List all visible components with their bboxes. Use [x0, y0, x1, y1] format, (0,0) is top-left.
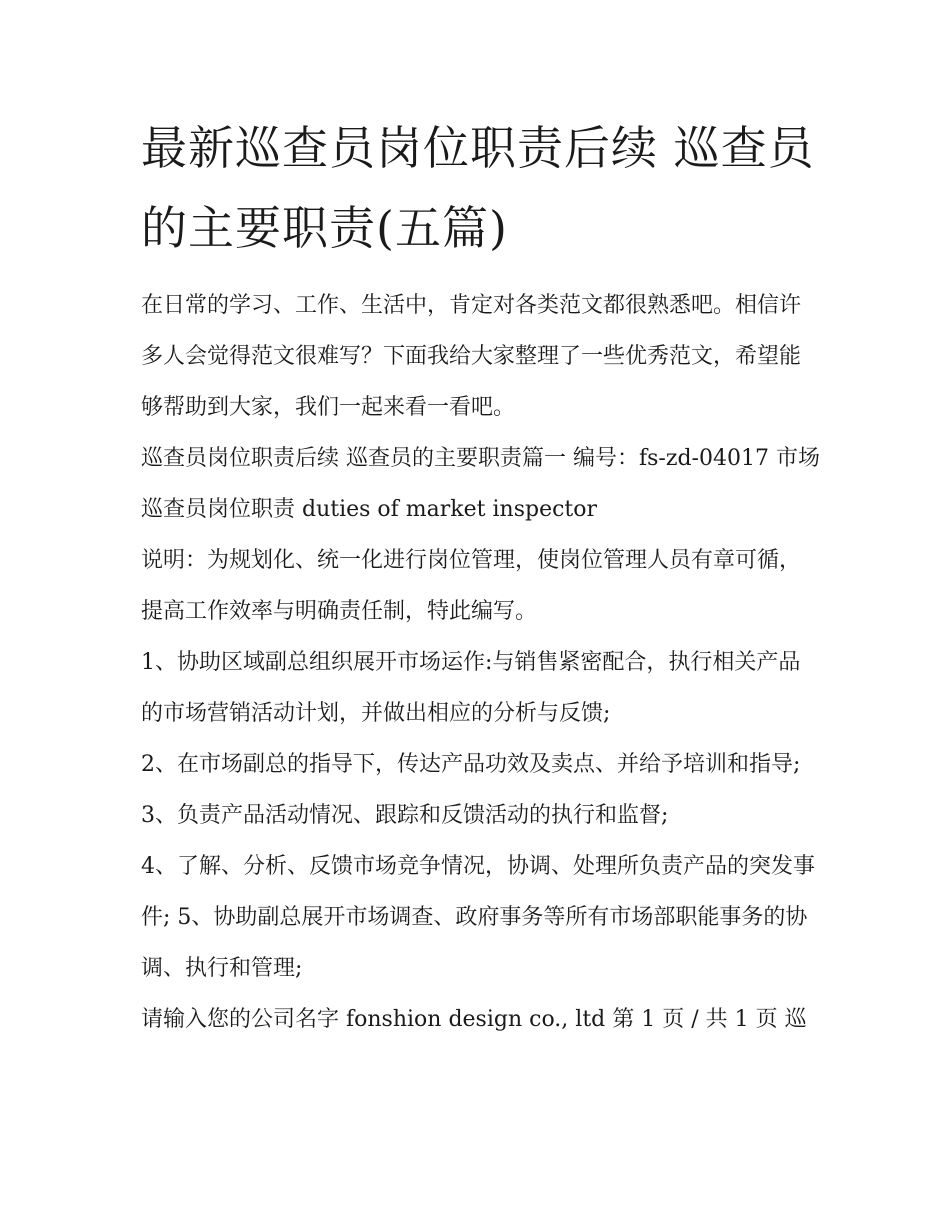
paragraph-footer-line: 请输入您的公司名字 fonshion design co., ltd 第 1 页 / 共 1 页 巡 — [141, 1007, 807, 1032]
paragraph-description: 说明：为规划化、统一化进行岗位管理，使岗位管理人员有章可循，提高工作效率与明确责任制，特此编写。 — [141, 548, 802, 624]
paragraph-duty-1: 1、协助区域副总组织展开市场运作:与销售紧密配合，执行相关产品的市场营销活动计划，并做出相应的分析与反馈; — [141, 650, 801, 726]
paragraph-intro: 在日常的学习、工作、生活中，肯定对各类范文都很熟悉吧。相信许多人会觉得范文很难写？下面我给大家整理了一些优秀范文，希望能够帮助到大家，我们一起来看一看吧。 — [141, 293, 802, 420]
paragraph-duty-2-3: 2、在市场副总的指导下，传达产品功效及卖点、并给予培训和指导; 3、负责产品活动情况、跟踪和反馈活动的执行和监督; — [141, 752, 801, 828]
document-title: 最新巡查员岗位职责后续 巡查员的主要职责(五篇) — [141, 121, 815, 255]
paragraph-doc-number: 巡查员岗位职责后续 巡查员的主要职责篇一 编号：fs-zd-04017 市场巡查员岗位职责 duties of market inspector — [141, 446, 820, 522]
paragraph-duty-4-5: 4、了解、分析、反馈市场竞争情况，协调、处理所负责产品的突发事件; 5、协助副总展开市场调查、政府事务等所有市场部职能事务的协调、执行和管理; — [141, 854, 815, 981]
document-body — [141, 108, 821, 1045]
